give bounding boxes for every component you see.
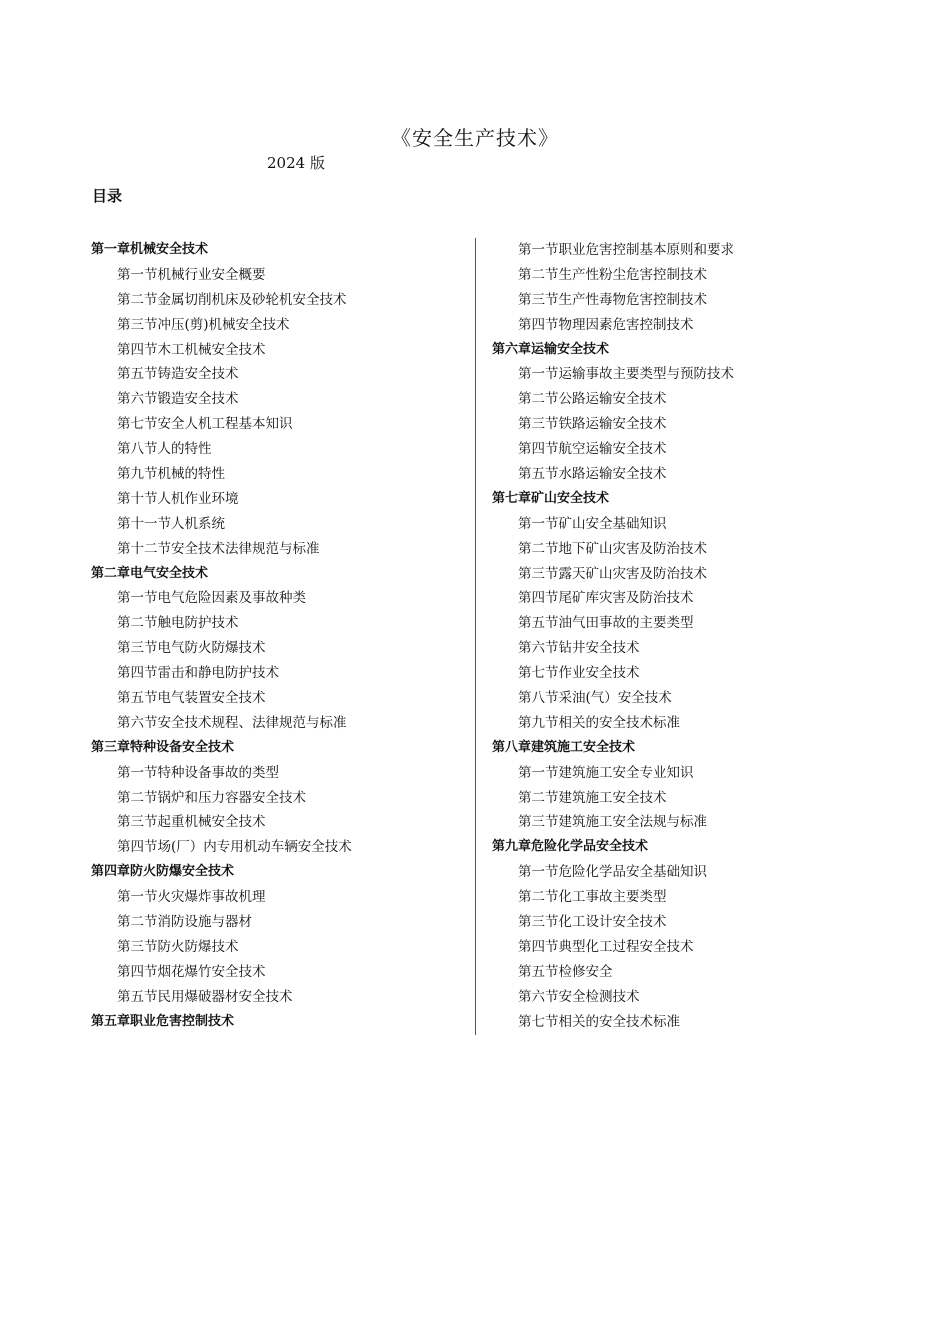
toc-section-entry: 第一节矿山安全基础知识 <box>518 515 667 532</box>
toc-section-entry: 第三节电气防火防爆技术 <box>117 640 266 657</box>
toc-section-entry: 第四节航空运输安全技术 <box>518 441 667 458</box>
toc-section-entry: 第二节化工事故主要类型 <box>518 889 667 906</box>
toc-section-entry: 第六节锻造安全技术 <box>117 391 239 408</box>
toc-section-entry: 第四节木工机械安全技术 <box>117 341 266 358</box>
toc-section-entry: 第四节尾矿库灾害及防治技术 <box>518 590 694 607</box>
toc-section-entry: 第三节建筑施工安全法规与标准 <box>518 814 707 831</box>
toc-section-entry: 第一节机械行业安全概要 <box>117 266 266 283</box>
toc-section-entry: 第二节公路运输安全技术 <box>518 391 667 408</box>
toc-section-entry: 第九节相关的安全技术标准 <box>518 714 680 731</box>
toc-section-entry: 第六节安全检测技术 <box>518 988 640 1005</box>
toc-section-entry: 第五节水路运输安全技术 <box>518 466 667 483</box>
toc-chapter-entry: 第九章危险化学品安全技术 <box>492 839 649 855</box>
toc-section-entry: 第八节人的特性 <box>117 441 212 458</box>
toc-section-entry: 第三节冲压(剪)机械安全技术 <box>117 316 290 333</box>
toc-section-entry: 第一节建筑施工安全专业知识 <box>518 764 694 781</box>
toc-section-entry: 第五节检修安全 <box>518 963 613 980</box>
toc-section-entry: 第四节场(厂）内专用机动车辆安全技术 <box>117 839 352 856</box>
toc-section-entry: 第三节防火防爆技术 <box>117 938 239 955</box>
document-title: 《安全生产技术》 <box>391 126 559 150</box>
toc-section-entry: 第一节运输事故主要类型与预防技术 <box>518 366 734 383</box>
toc-section-entry: 第十节人机作业环境 <box>117 490 239 507</box>
toc-column-left <box>91 238 471 1035</box>
toc-section-entry: 第三节起重机械安全技术 <box>117 814 266 831</box>
toc-chapter-entry: 第五章职业危害控制技术 <box>91 1013 235 1029</box>
toc-section-entry: 第六节钻井安全技术 <box>518 640 640 657</box>
toc-chapter-entry: 第三章特种设备安全技术 <box>91 739 235 755</box>
toc-section-entry: 第四节雷击和静电防护技术 <box>117 665 279 682</box>
toc-section-entry: 第十二节安全技术法律规范与标准 <box>117 540 320 557</box>
toc-section-entry: 第四节烟花爆竹安全技术 <box>117 963 266 980</box>
toc-section-entry: 第二节消防设施与器材 <box>117 914 252 931</box>
toc-section-entry: 第一节电气危险因素及事故种类 <box>117 590 306 607</box>
toc-section-entry: 第十一节人机系统 <box>117 515 225 532</box>
toc-section-entry: 第二节锅炉和压力容器安全技术 <box>117 789 306 806</box>
toc-heading: 目录 <box>92 187 123 205</box>
toc-section-entry: 第四节物理因素危害控制技术 <box>518 316 694 333</box>
toc-section-entry: 第七节相关的安全技术标准 <box>518 1013 680 1030</box>
toc-section-entry: 第五节铸造安全技术 <box>117 366 239 383</box>
toc-section-entry: 第一节特种设备事故的类型 <box>117 764 279 781</box>
toc-section-entry: 第六节安全技术规程、法律规范与标准 <box>117 714 347 731</box>
toc-section-entry: 第七节作业安全技术 <box>518 665 640 682</box>
column-divider <box>475 238 476 1035</box>
toc-section-entry: 第五节民用爆破器材安全技术 <box>117 988 293 1005</box>
toc-section-entry: 第五节电气装置安全技术 <box>117 690 266 707</box>
toc-section-entry: 第三节生产性毒物危害控制技术 <box>518 291 707 308</box>
toc-chapter-entry: 第七章矿山安全技术 <box>492 490 610 506</box>
toc-section-entry: 第一节职业危害控制基本原则和要求 <box>518 242 734 258</box>
toc-section-entry: 第一节火灾爆炸事故机理 <box>117 889 266 906</box>
toc-chapter-entry: 第六章运输安全技术 <box>492 341 610 357</box>
toc-section-entry: 第八节采油(气）安全技术 <box>518 690 672 707</box>
toc-chapter-entry: 第八章建筑施工安全技术 <box>492 739 636 755</box>
edition-label: 2024 版 <box>267 154 325 172</box>
toc-chapter-entry: 第四章防火防爆安全技术 <box>91 864 235 880</box>
toc-section-entry: 第一节危险化学品安全基础知识 <box>518 864 707 881</box>
toc-chapter-entry: 第二章电气安全技术 <box>91 565 209 581</box>
toc-section-entry: 第二节生产性粉尘危害控制技术 <box>518 266 707 283</box>
toc-section-entry: 第二节地下矿山灾害及防治技术 <box>518 540 707 557</box>
toc-section-entry: 第七节安全人机工程基本知识 <box>117 416 293 433</box>
toc-section-entry: 第五节油气田事故的主要类型 <box>518 615 694 632</box>
toc-section-entry: 第二节触电防护技术 <box>117 615 239 632</box>
toc-section-entry: 第二节建筑施工安全技术 <box>518 789 667 806</box>
toc-chapter-entry: 第一章机械安全技术 <box>91 242 209 257</box>
toc-section-entry: 第三节铁路运输安全技术 <box>518 416 667 433</box>
toc-column-right <box>492 238 892 1035</box>
toc-section-entry: 第三节化工设计安全技术 <box>518 914 667 931</box>
toc-section-entry: 第九节机械的特性 <box>117 466 225 483</box>
toc-section-entry: 第二节金属切削机床及砂轮机安全技术 <box>117 291 347 308</box>
toc-section-entry: 第三节露天矿山灾害及防治技术 <box>518 565 707 582</box>
toc-section-entry: 第四节典型化工过程安全技术 <box>518 938 694 955</box>
